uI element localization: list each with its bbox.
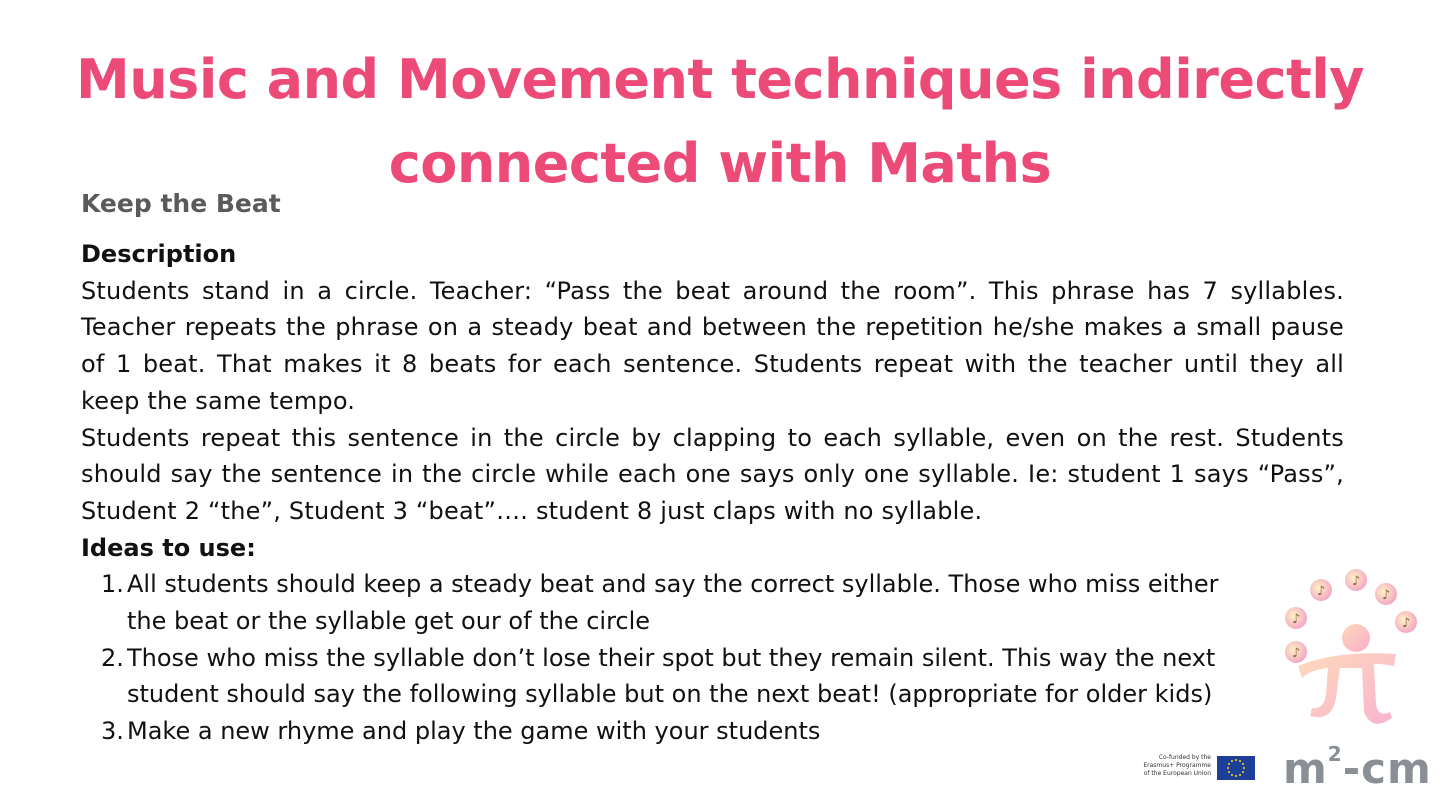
svg-text:♪: ♪ [1382,588,1391,603]
ideas-list-item [81,713,1344,750]
ideas-item-number: 2. [101,643,124,672]
music-note-icon [1285,607,1307,629]
ideas-item-number: 1. [101,570,124,599]
eu-line-1: Co-funded by the [1158,754,1211,761]
description-heading: Description [81,240,237,268]
eu-line-2: Erasmus+ Programme [1143,762,1211,769]
ideas-heading: Ideas to use: [81,533,256,562]
pi-music-logo-icon [1276,562,1426,740]
eu-cofunding-badge [1131,754,1257,782]
svg-text:♪: ♪ [1317,584,1326,599]
ideas-list-item [81,566,1344,639]
music-note-icon [1310,579,1332,601]
music-note-icon [1285,641,1307,663]
brand-m: m [1283,744,1328,793]
ideas-item-number: 3. [101,717,124,746]
music-note-icon [1345,569,1367,591]
m2cm-logo [1283,742,1432,793]
svg-text:♪: ♪ [1402,616,1411,631]
music-note-icon [1395,611,1417,633]
music-note-icon [1375,583,1397,605]
ideas-item-text: All students should keep a steady beat and say the correct syllable. Those who miss either the beat or the syllable get our of the circle [127,570,1219,636]
ideas-list [81,566,1344,750]
svg-text:♪: ♪ [1292,612,1301,627]
ideas-list-item [81,640,1344,713]
ideas-item-text: Make a new rhyme and play the game with your students [127,717,821,746]
svg-text:♪: ♪ [1352,574,1361,589]
brand-superscript: 2 [1327,742,1343,766]
eu-flag-icon [1217,756,1255,780]
slide-subtitle: Keep the Beat [81,189,281,218]
description-paragraph-2: Students repeat this sentence in the circle by clapping to each syllable, even on the rest. Students should say the sentence in the circle while each one says only one syllable. Ie: student 1 says “Pass”, Student 2 “the”, Student 3 “beat”…. student 8 just claps with no syllable. [81,423,1344,525]
brand-rest: -cm [1342,744,1432,793]
description-paragraph-1: Students stand in a circle. Teacher: “Pass the beat around the room”. This phrase has 7 syllables. Teacher repeats the phrase on a steady beat and between the repetition he/she makes a small pause of 1 beat. That makes it 8 beats for each sentence. Students repeat with the teacher until they all keep the same tempo. [81,276,1344,415]
slide-title: Music and Movement techniques indirectly connected with Maths [76,48,1364,195]
eu-line-3: of the European Union [1143,770,1211,777]
ideas-item-text: Those who miss the syllable don’t lose their spot but they remain silent. This way the next student should say the following syllable but on the next beat! (appropriate for older kids) [127,643,1216,709]
slide-body [81,236,1344,750]
eu-cofunding-text [1131,754,1211,778]
svg-text:♪: ♪ [1292,646,1301,661]
